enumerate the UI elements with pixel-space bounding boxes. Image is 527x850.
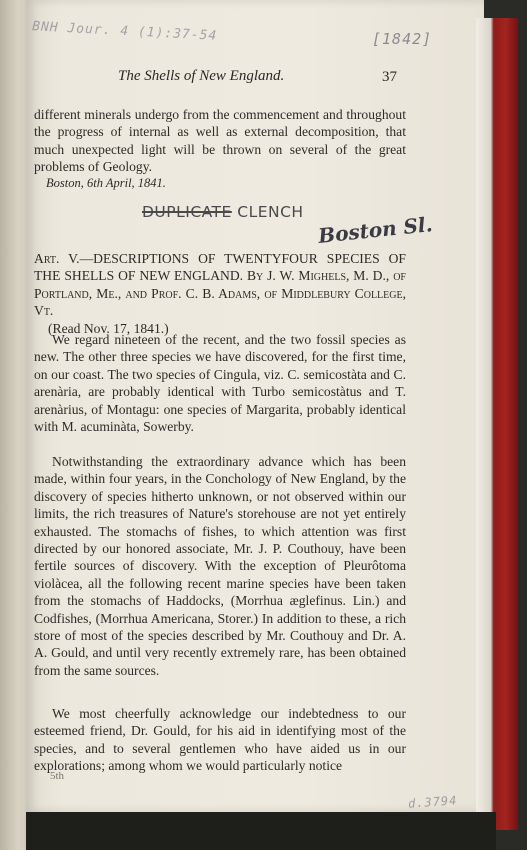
signature-mark: 5th [50, 770, 65, 782]
article-read-date: (Read Nov. 17, 1841.) [48, 320, 169, 336]
page-number: 37 [382, 69, 397, 85]
dateline: Boston, 6th April, 1841. [46, 176, 166, 190]
background [26, 812, 496, 850]
book-cover-edge [476, 18, 518, 830]
article-authors: By J. W. Mighels, M. D., of Portland, Me., and Prof. C. B. Adams, of Middlebury College, Vt. [34, 268, 406, 319]
running-head: The Shells of New England. [118, 68, 285, 84]
paragraph-1 [34, 331, 406, 435]
stamp-name: CLENCH [237, 203, 304, 221]
stamp-struck-word: DUPLICATE [142, 203, 232, 221]
article-heading [34, 250, 406, 337]
continuation-paragraph [34, 106, 406, 176]
continuation-text: different minerals undergo from the commencement and throughout the progress of internal as well as external decomposition, that much unexpected light will be thrown on several of the great problems of Geology. [34, 107, 406, 175]
library-stamp [142, 203, 304, 221]
paragraph-text: Notwithstanding the extraordinary advance which has been made, within four years, in the Conchology of New England, by the discovery of species hitherto unknown, or not observed within our limits, the rich treasures of Nature's storehouse are not yet entirely exhausted. The stomachs of fishes, to which attention was first directed by our honored associate, Mr. J. P. Couthouy, have been fertile sources of discovery. With the exception of Pleurôtoma violàcea, all the following recent marine species have been taken from the stomachs of Haddocks, (Morrhua æglefinus. Lin.) and Codfishes, (Morrhua Americana, Storer.) In addition to these, a rich store of most of the species described by Mr. Couthouy and Dr. A. A. Gould, and until very recently extremely rare, has been obtained from the same sources. [34, 454, 406, 678]
article-title: —DESCRIPTIONS OF TWENTYFOUR SPECIES OF THE SHELLS OF NEW ENGLAND. [34, 251, 406, 284]
handwritten-accession: d.3794 [407, 793, 458, 811]
paragraph-text: We most cheerfully acknowledge our indebtedness to our esteemed friend, Dr. Gould, for his aid in identifying most of the species, and to several gentlemen who have aided us in our explorations; among whom we would particularly notice [34, 706, 406, 774]
paragraph-2 [34, 453, 406, 679]
article-label: Art. V. [34, 251, 80, 266]
paragraph-3 [34, 705, 406, 775]
paragraph-text: We regard nineteen of the recent, and the two fossil species as new. The other three species we have discovered, for the first time, on our coast. The two species of Cingula, viz. C. semicostàta and C. arenària, are probably identical with Turbo semicostàtus and T. arenàrius, of Montagu: one species of Margarita, probably identical with M. acuminàta, Sowerby. [34, 332, 406, 435]
handwritten-reference: BNH Jour. 4 (1):37-54 [31, 19, 218, 44]
handwritten-year: [1842] [372, 30, 433, 48]
handwritten-location: Boston Sl. [317, 212, 434, 248]
